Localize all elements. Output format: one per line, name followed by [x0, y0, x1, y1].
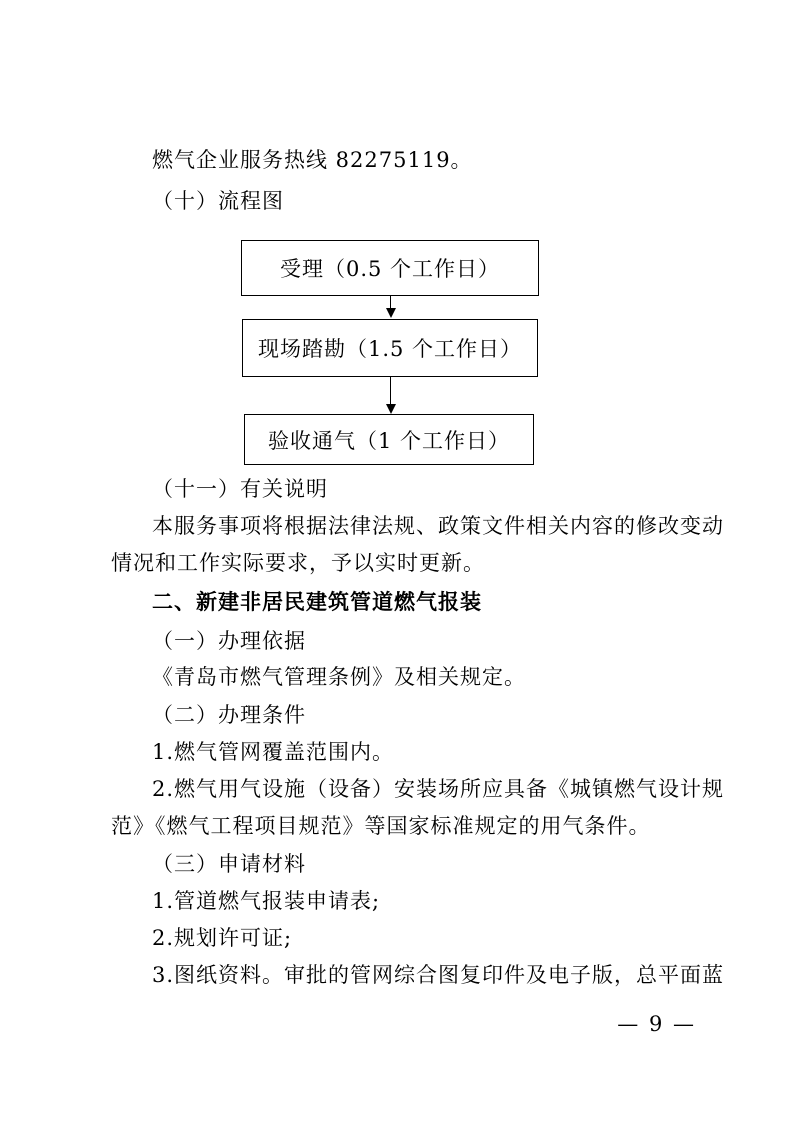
flow-step-acceptance-gas-label: 验收通气（1 个工作日） [267, 428, 511, 453]
condition-2-line-2: 范》《燃气工程项目规范》等国家标准规定的用气条件。 [111, 814, 651, 838]
flow-step-survey-label: 现场踏勘（1.5 个工作日） [257, 337, 523, 361]
flow-arrow-2 [390, 377, 391, 407]
condition-2-line-1: 2.燃气用气设施（设备）安装场所应具备《城镇燃气设计规 [152, 777, 725, 801]
section-11-heading: （十一）有关说明 [152, 477, 328, 501]
note-line-1: 本服务事项将根据法律法规、政策文件相关内容的修改变动 [152, 514, 724, 538]
page-number: — 9 — [617, 1012, 696, 1036]
flow-step-acceptance-gas [244, 414, 534, 465]
flow-arrow-head-1 [386, 308, 396, 318]
heading-part-2: 二、新建非居民建筑管道燃气报装 [152, 590, 482, 614]
note-line-2: 情况和工作实际要求，予以实时更新。 [111, 551, 485, 575]
flow-step-accept-label: 受理（0.5 个工作日） [279, 257, 501, 281]
flow-step-survey [242, 319, 538, 377]
material-3: 3.图纸资料。审批的管网综合图复印件及电子版，总平面蓝 [152, 963, 725, 987]
material-1: 1.管道燃气报装申请表; [152, 889, 381, 913]
subsection-3-heading: （三）申请材料 [152, 852, 306, 876]
subsection-1-text: 《青岛市燃气管理条例》及相关规定。 [152, 665, 526, 689]
flow-arrow-head-2 [386, 404, 396, 414]
hotline-text: 燃气企业服务热线 82275119。 [152, 148, 473, 172]
section-10-heading: （十）流程图 [152, 189, 284, 213]
subsection-1-heading: （一）办理依据 [152, 629, 306, 653]
material-2: 2.规划许可证; [152, 926, 293, 950]
subsection-2-heading: （二）办理条件 [152, 703, 306, 727]
condition-1: 1.燃气管网覆盖范围内。 [152, 740, 395, 764]
flow-step-accept [241, 240, 539, 296]
